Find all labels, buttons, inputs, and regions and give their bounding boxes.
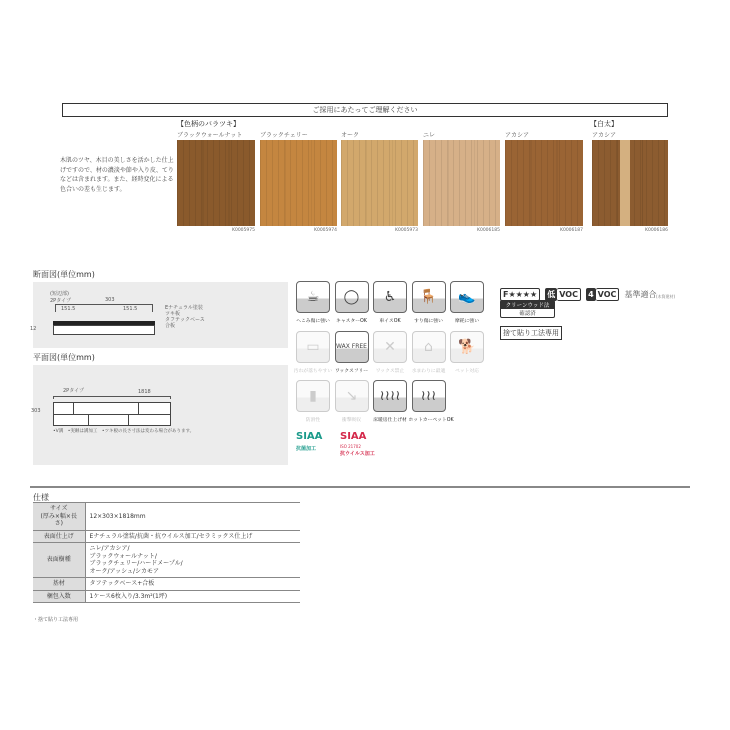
feature-glyph: ♿ [383, 289, 397, 305]
spec-key: 梱包入数 [33, 590, 85, 603]
swatch-code: K0006187 [560, 228, 583, 233]
feature-label: キャスターOK [336, 319, 367, 324]
feature-label: ホットカーペットOK [408, 418, 454, 423]
wood-swatch [423, 140, 500, 226]
spec-row [33, 530, 300, 543]
spec-value: ニレ/アカシア/ ブラックウォールナット/ ブラックチェリー/ハードメープル/ オーク/アッシュ/シカモア [85, 543, 300, 578]
wood-swatch [177, 140, 255, 226]
swatch-name: アカシア [592, 132, 616, 139]
feature-glyph: ▭ [306, 338, 320, 355]
feature-glyph: ↘ [345, 388, 358, 404]
spec-value: タフテックベース+合板 [85, 578, 300, 591]
feature-icon [335, 331, 369, 363]
layer-label: タフテックベース [165, 317, 205, 323]
layer-label: 合板 [165, 323, 176, 329]
divider [30, 486, 690, 488]
feature-glyph: ⌂ [424, 338, 433, 355]
feature-icon [335, 380, 369, 412]
swatch-code: K0005974 [314, 228, 337, 233]
wood-swatch [505, 140, 583, 226]
low-voc-mark: 低 [547, 290, 556, 299]
four-voc-badge: VOC [596, 288, 620, 301]
plan-view-title: 平面図(単位mm) [33, 353, 95, 362]
feature-icon [296, 281, 330, 313]
plank-layout [53, 402, 171, 426]
siaa-label: 抗ウイルス加工 [340, 451, 375, 457]
section-view-diagram [30, 282, 288, 348]
spec-row [33, 578, 300, 591]
spec-title: 仕様 [33, 493, 49, 502]
feature-label: ペット対応 [455, 368, 479, 374]
type-label: 2Pタイプ [50, 298, 71, 304]
dimension-line [53, 396, 171, 399]
feature-label: 汚れが落ちやすい [293, 368, 333, 374]
wood-swatch [592, 140, 668, 226]
feature-icon [450, 331, 484, 363]
section-view-title: 断面図(単位mm) [33, 270, 95, 279]
spec-key: 表面樹種 [33, 543, 85, 578]
spec-value: 1ケース6枚入り/3.3m²(1坪) [85, 590, 300, 603]
half-width-2: 151.5 [123, 306, 138, 312]
wood-swatch [341, 140, 418, 226]
feature-icon [296, 331, 330, 363]
type-label: 2Pタイプ [63, 388, 84, 394]
feature-label: 床暖房仕上げ材 [373, 418, 407, 423]
feature-glyph: 👟 [458, 289, 476, 305]
feature-label: ワックス禁止 [375, 368, 405, 374]
feature-label: ワックスフリー [334, 368, 369, 374]
feature-icon [450, 281, 484, 313]
feature-label: 摩耗に強い [455, 319, 479, 324]
siaa-sub: ISO 21702 [340, 444, 361, 449]
width-label: 303 [31, 408, 41, 414]
spec-row [33, 503, 300, 531]
layer-label: ツキ板 [165, 311, 181, 317]
method-badge: 捨て貼り工法専用 [500, 326, 562, 340]
spec-note: ・捨て貼り工法専用 [33, 617, 79, 623]
clean-wood-bottom: 確認済 [519, 311, 536, 317]
siaa-mark: SIAA [296, 431, 323, 442]
feature-icon [412, 331, 446, 363]
swatch-code: K0006185 [477, 228, 500, 233]
swatch-name: ニレ [423, 132, 436, 139]
layer-label: Eナチュラル塗装 [165, 305, 203, 311]
feature-glyph: ≀≀≀≀ [379, 388, 401, 404]
thickness-label: 12 [30, 326, 37, 332]
feature-icon [412, 380, 446, 412]
swatch-name: ブラックチェリー [260, 132, 308, 139]
clean-wood-badge [500, 300, 555, 318]
feature-glyph: ✕ [384, 338, 396, 355]
feature-glyph: 🐕 [458, 338, 476, 355]
four-voc-mark: 4 [588, 290, 594, 299]
feature-glyph: WAX FREE [336, 343, 367, 350]
spec-key: 基材 [33, 578, 85, 591]
spec-key: 表面仕上げ [33, 530, 85, 543]
plan-notes: •V溝 •実継は溝加工 •ツキ板の長さ寸法は変わる場合があります。 [53, 429, 195, 434]
spec-row [33, 543, 300, 578]
feature-glyph: 🪑 [419, 289, 438, 305]
spec-row [33, 590, 300, 603]
low-voc-badge: VOC [557, 288, 581, 301]
feature-glyph: ▮ [309, 388, 317, 404]
spec-key: サイズ (厚み×幅×長さ) [33, 503, 85, 531]
feature-label: へこみ傷に強い [296, 319, 330, 324]
feature-icon [373, 281, 407, 313]
feature-glyph: ☕ [306, 289, 320, 305]
cert-row [500, 282, 656, 301]
width-label: 303 [105, 297, 115, 303]
feature-label: 水まわりに最適 [411, 368, 446, 374]
feature-glyph: ◯ [343, 289, 360, 305]
feature-icon [412, 281, 446, 313]
plywood-layer [53, 325, 155, 335]
feature-label: すり傷に強い [414, 319, 443, 324]
length-label: 1818 [138, 389, 151, 395]
swatch-code: K0005973 [395, 228, 418, 233]
siaa-mark: SIAA [340, 431, 367, 442]
f-star-badge: F★★★★ [500, 288, 540, 301]
notice-banner: ご採用にあたってご理解ください [62, 103, 668, 117]
wood-swatch [260, 140, 337, 226]
layer-labels [165, 305, 205, 329]
feature-glyph: ≀≀≀ [420, 388, 437, 404]
half-width-1: 151.5 [61, 306, 76, 312]
edge-label: (短辺部) [50, 291, 69, 297]
swatch-code: K0006186 [645, 228, 668, 233]
feature-label: 車イスOK [379, 319, 401, 324]
plan-view-diagram [33, 365, 288, 465]
swatch-code: K0005975 [232, 228, 255, 233]
description: 木肌のツヤ、木目の美しさを活かした仕上げですので、材の濃淡や節や入り皮、てりなどは含まれます。また、経時変化による色合いの差も生じます。 [60, 157, 174, 193]
feature-icon [296, 380, 330, 412]
feature-icon [335, 281, 369, 313]
sapwood-heading: 【白太】 [590, 120, 618, 128]
standard-sub: (木質建材) [656, 294, 676, 299]
swatch-name: アカシア [505, 132, 529, 139]
siaa-label: 抗菌加工 [296, 446, 317, 452]
feature-icon [373, 380, 407, 412]
feature-label: 防滑性 [305, 418, 321, 423]
variation-heading: 【色柄のバラツキ】 [177, 120, 240, 128]
spec-value: 12×303×1818mm [85, 503, 300, 531]
spec-table [33, 502, 300, 603]
swatch-name: オーク [341, 132, 360, 139]
spec-value: Eナチュラル塗装/抗菌・抗ウイルス加工/セラミックス仕上げ [85, 530, 300, 543]
clean-wood-top: クリーンウッド法 [501, 301, 554, 309]
swatch-name: ブラックウォールナット [177, 132, 243, 139]
feature-label: 衝撃吸収 [341, 418, 362, 423]
standard-label: 基準適合 [624, 290, 657, 299]
feature-icon [373, 331, 407, 363]
